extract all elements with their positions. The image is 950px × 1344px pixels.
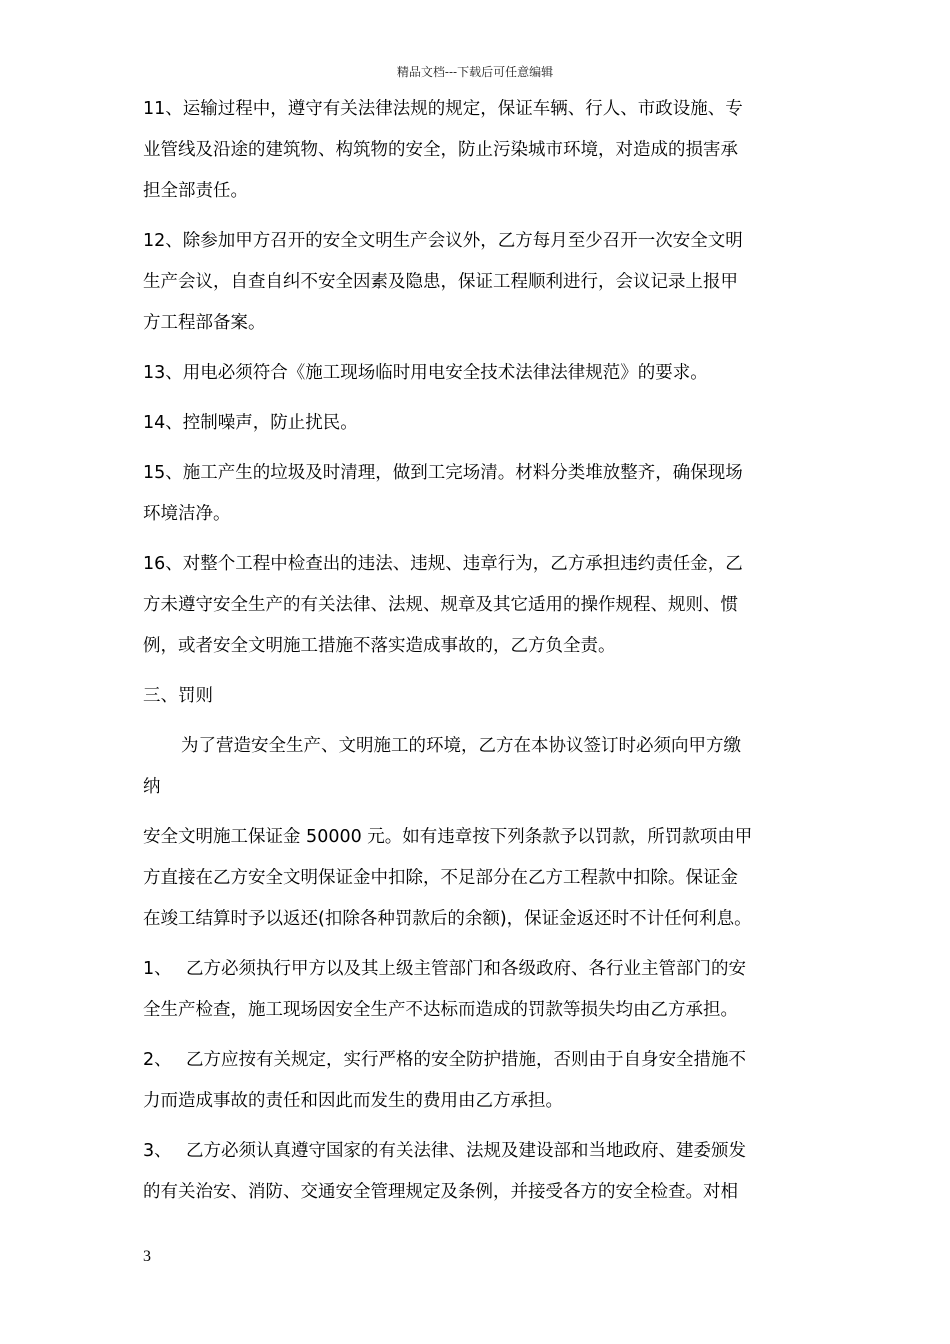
text-line: 方未遵守安全生产的有关法律、法规、规章及其它适用的操作规程、规则、惯: [143, 595, 738, 615]
text-line: 2、 乙方应按有关规定，实行严格的安全防护措施，否则由于自身安全措施不: [143, 1050, 746, 1070]
clause-11: [143, 89, 809, 212]
text-line: 全生产检查，施工现场因安全生产不达标而造成的罚款等损失均由乙方承担。: [143, 1000, 738, 1020]
text-line: 为了营造安全生产、文明施工的环境，乙方在本协议签订时必须向甲方缴: [181, 736, 741, 756]
page-header: 精品文档---下载后可任意编辑: [396, 65, 554, 79]
text-line: 方直接在乙方安全文明保证金中扣除，不足部分在乙方工程款中扣除。保证金: [143, 868, 738, 888]
text-line: 力而造成事故的责任和因此而发生的费用由乙方承担。: [143, 1091, 563, 1111]
document-body: [143, 89, 809, 1213]
clause-16: [143, 544, 809, 667]
page-number: 3: [143, 1248, 151, 1265]
section-heading: 三、罚则: [143, 686, 213, 706]
penalty-item-1: [143, 949, 809, 1031]
text-line: 例，或者安全文明施工措施不落实造成事故的，乙方负全责。: [143, 636, 616, 656]
penalty-item-3: [143, 1131, 809, 1213]
text-line: 方工程部备案。: [143, 313, 266, 333]
clause-13: [143, 353, 809, 394]
penalties-intro: [143, 726, 809, 808]
text-line: 担全部责任。: [143, 181, 248, 201]
text-line: 1、 乙方必须执行甲方以及其上级主管部门和各级政府、各行业主管部门的安: [143, 959, 746, 979]
text-line: 纳: [143, 777, 161, 797]
text-line: 环境洁净。: [143, 504, 231, 524]
text-line: 11、运输过程中，遵守有关法律法规的规定，保证车辆、行人、市政设施、专: [143, 99, 743, 119]
text-line: 在竣工结算时予以返还(扣除各种罚款后的余额)，保证金返还时不计任何利息。: [143, 909, 752, 929]
text-line: 3、 乙方必须认真遵守国家的有关法律、法规及建设部和当地政府、建委颁发: [143, 1141, 746, 1161]
clause-12: [143, 221, 809, 344]
deposit-paragraph: [143, 817, 809, 940]
text-line: 生产会议，自查自纠不安全因素及隐患，保证工程顺利进行，会议记录上报甲: [143, 272, 738, 292]
text-line: 12、除参加甲方召开的安全文明生产会议外，乙方每月至少召开一次安全文明: [143, 231, 743, 251]
text-line: 15、施工产生的垃圾及时清理，做到工完场清。材料分类堆放整齐，确保现场: [143, 463, 743, 483]
clause-14: [143, 403, 809, 444]
text-line: 安全文明施工保证金 50000 元。如有违章按下列条款予以罚款，所罚款项由甲: [143, 827, 753, 847]
text-line: 16、对整个工程中检查出的违法、违规、违章行为，乙方承担违约责任金，乙: [143, 554, 743, 574]
text-line: 的有关治安、消防、交通安全管理规定及条例，并接受各方的安全检查。对相: [143, 1182, 738, 1202]
section-heading-penalties: [143, 676, 809, 717]
text-line: 业管线及沿途的建筑物、构筑物的安全，防止污染城市环境，对造成的损害承: [143, 140, 738, 160]
penalty-item-2: [143, 1040, 809, 1122]
text-line: 14、控制噪声，防止扰民。: [143, 413, 358, 433]
text-line: 13、用电必须符合《施工现场临时用电安全技术法律法律规范》的要求。: [143, 363, 708, 383]
clause-15: [143, 453, 809, 535]
